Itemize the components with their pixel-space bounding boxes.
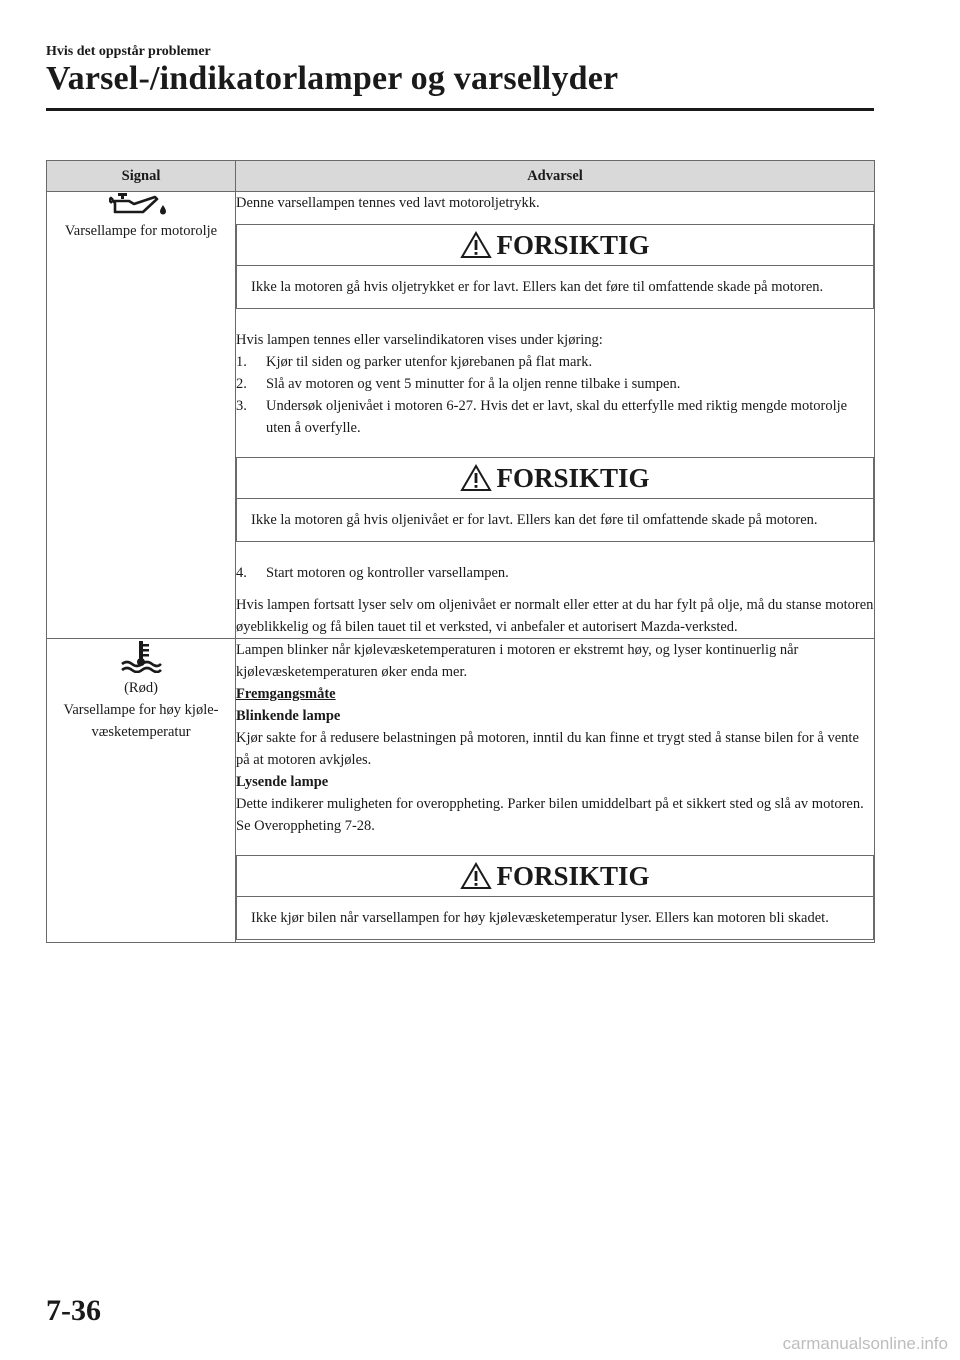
list-item: 1. Kjør til siden og parker utenfor kjørebanen på flat mark.: [236, 354, 593, 370]
blinking-heading: Blinkende lampe: [236, 708, 341, 724]
steady-text: Dette indikerer muligheten for overoppheting. Parker bilen umiddelbart på et sikkert sted og slå av motoren.: [236, 796, 864, 812]
signal-cell: [47, 639, 236, 943]
procedure-heading: Fremgangsmåte: [236, 686, 336, 702]
coolant-intro-text: Lampen blinker når kjølevæsketemperaturen i motoren er ekstremt høy, og lyser kontinuerlig når kjølevæsketemperaturen øker enda mer.: [236, 642, 799, 680]
caution-box: [236, 855, 874, 940]
caution-box: [236, 224, 874, 309]
column-header-warning: Advarsel: [236, 161, 875, 192]
steady-heading: Lysende lampe: [236, 774, 329, 790]
warning-triangle-icon: [460, 231, 492, 259]
warning-triangle-icon: [460, 464, 492, 492]
steps-intro-text: Hvis lampen tennes eller varselindikatoren vises under kjøring:: [236, 332, 603, 348]
warning-cell: [236, 639, 875, 943]
signal-label: Varsellampe for høy kjøle-væsketemperatur: [63, 702, 219, 740]
page-title: Varsel-/indikatorlamper og varsellyder: [46, 60, 619, 97]
caution-text: Ikke la motoren gå hvis oljetrykket er for lavt. Ellers kan det føre til omfattende skade på motoren.: [251, 279, 824, 295]
table-row: [47, 192, 875, 639]
caution-heading-text: FORSIKTIG: [496, 230, 650, 260]
warning-cell: [236, 192, 875, 639]
see-also-link[interactable]: Se Overoppheting 7-28.: [236, 818, 375, 834]
blinking-text: Kjør sakte for å redusere belastningen på motoren, inntil du kan finne et trygt sted å stanse bilen for å vente på at motoren avkjøles.: [236, 730, 859, 768]
table-row: [47, 639, 875, 943]
warning-lamp-table: [46, 160, 875, 943]
caution-text: Ikke la motoren gå hvis oljenivået er for lavt. Ellers kan det føre til omfattende skade på motoren.: [251, 512, 818, 528]
steps-list: [236, 562, 874, 584]
warning-triangle-icon: [460, 862, 492, 890]
list-item: 4. Start motoren og kontroller varsellampen.: [236, 565, 509, 581]
oil-closing-text: Hvis lampen fortsatt lyser selv om oljenivået er normalt eller etter at du har fylt på olje, må du stanse motoren øyeblikkelig og få bilen tauet til et verksted, vi anbefaler et autorisert Mazda-verksted.: [236, 597, 874, 635]
caution-heading: [237, 458, 873, 499]
section-label: Hvis det oppstår problemer: [46, 44, 211, 59]
caution-heading: [237, 225, 873, 266]
caution-heading-text: FORSIKTIG: [496, 463, 650, 493]
oil-can-icon: [109, 192, 173, 216]
signal-label: Varsellampe for motorolje: [64, 223, 218, 239]
table-header-row: [47, 161, 875, 192]
coolant-temperature-icon: [120, 639, 162, 673]
signal-cell: [47, 192, 236, 639]
column-header-signal: Signal: [47, 161, 236, 192]
signal-color-label: (Rød): [124, 680, 158, 696]
list-item: 3. Undersøk oljenivået i motoren 6-27. Hvis det er lavt, skal du etterfylle med riktig mengde motorolje uten å overfylle.: [236, 398, 848, 436]
caution-heading-text: FORSIKTIG: [496, 861, 650, 891]
caution-text: Ikke kjør bilen når varsellampen for høy kjølevæsketemperatur lyser. Ellers kan motoren bli skadet.: [251, 910, 829, 926]
caution-box: [236, 457, 874, 542]
list-item: 2. Slå av motoren og vent 5 minutter for å la oljen renne tilbake i sumpen.: [236, 376, 681, 392]
page-number: 7-36: [46, 1294, 101, 1327]
watermark: carmanualsonline.info: [782, 1334, 948, 1353]
caution-heading: [237, 856, 873, 897]
title-divider: [46, 108, 874, 111]
oil-intro-text: Denne varsellampen tennes ved lavt motoroljetrykk.: [236, 195, 540, 211]
steps-list: [236, 351, 874, 439]
